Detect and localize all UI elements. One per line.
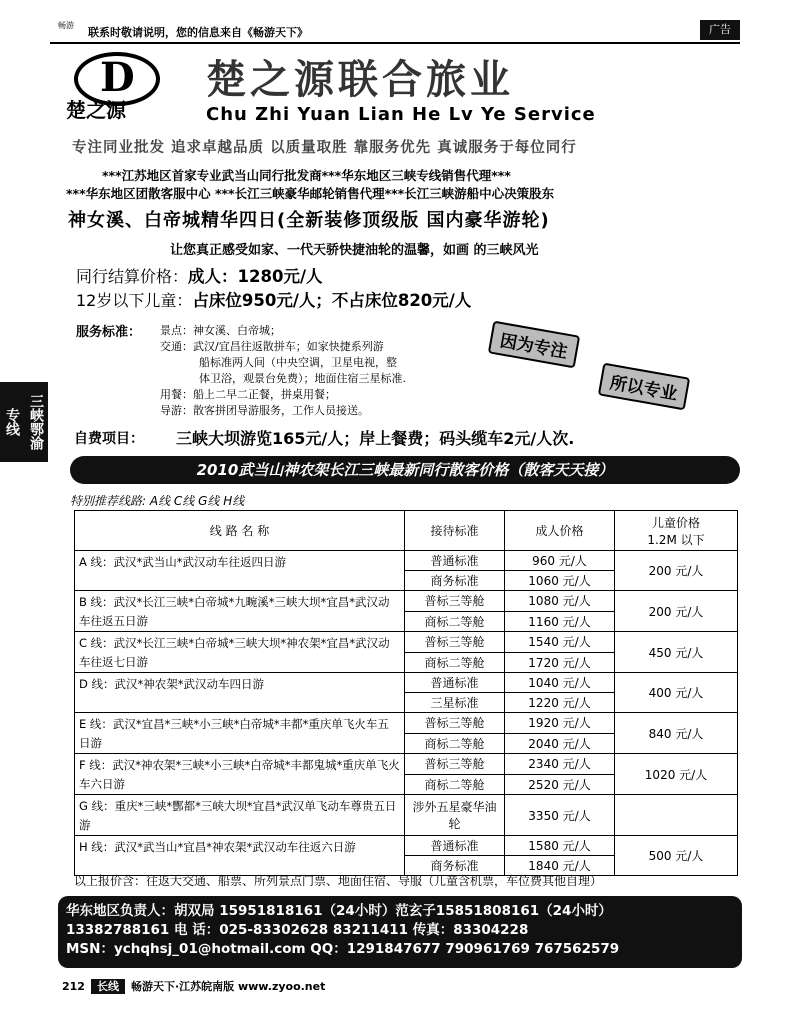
standard-cell: 普通标准 bbox=[405, 551, 505, 571]
standard-cell: 涉外五星豪华油轮 bbox=[405, 795, 505, 836]
route-cell: A 线：武汉*武当山*武汉动车往返四日游 bbox=[75, 551, 405, 591]
standard-cell: 普标三等舱 bbox=[405, 632, 505, 653]
service-line: 景点：神女溪、白帝城； bbox=[160, 324, 281, 337]
adult-price-cell: 2340 元/人 bbox=[505, 754, 615, 775]
standard-cell: 商标二等舱 bbox=[405, 733, 505, 754]
adult-price-cell: 1040 元/人 bbox=[505, 673, 615, 693]
english-title: Chu Zhi Yuan Lian He Lv Ye Service bbox=[206, 104, 596, 125]
header-child-height: 1.2M 以下 bbox=[647, 532, 705, 547]
table-row bbox=[75, 673, 738, 693]
footer-tag: 长线 bbox=[91, 979, 125, 994]
footer-text: 畅游天下·江苏皖南版 www.zyoo.net bbox=[130, 980, 326, 993]
tour-title: 神女溪、白帝城精华四日(全新装修顶级版 国内豪华游轮) bbox=[68, 210, 550, 231]
service-line: 导游：散客拼团导游服务，工作人员接送。 bbox=[160, 404, 369, 417]
route-cell: F 线：武汉*神农架*三峡*小三峡*白帝城*丰都鬼城*重庆单飞火车六日游 bbox=[75, 754, 405, 795]
adult-price-cell: 3350 元/人 bbox=[505, 795, 615, 836]
standard-cell: 普标三等舱 bbox=[405, 591, 505, 612]
service-title: 服务标准： bbox=[76, 325, 142, 340]
adult-price-cell: 1580 元/人 bbox=[505, 836, 615, 856]
adult-price-row bbox=[76, 263, 322, 287]
child-price-cell: 840 元/人 bbox=[615, 713, 738, 754]
route-cell: E 线：武汉*宜昌*三峡*小三峡*白帝城*丰都*重庆单飞火车五日游 bbox=[75, 713, 405, 754]
header-child bbox=[615, 511, 738, 551]
page-title: 楚之源联合旅业 bbox=[206, 56, 514, 103]
badge-text: 所以专业 bbox=[598, 363, 690, 411]
header-standard: 接待标准 bbox=[405, 511, 505, 551]
table-row bbox=[75, 754, 738, 775]
standard-cell: 普标三等舱 bbox=[405, 754, 505, 775]
adult-price-cell: 1540 元/人 bbox=[505, 632, 615, 653]
standard-cell: 普标三等舱 bbox=[405, 713, 505, 734]
child-price-cell: 400 元/人 bbox=[615, 673, 738, 713]
adult-price-cell: 1920 元/人 bbox=[505, 713, 615, 734]
footer bbox=[62, 978, 325, 994]
standard-cell: 商务标准 bbox=[405, 856, 505, 876]
adult-price-cell: 1840 元/人 bbox=[505, 856, 615, 876]
child-price-cell: 1020 元/人 bbox=[615, 754, 738, 795]
logo-mark: D bbox=[100, 54, 135, 101]
price-banner: 2010武当山神农架长江三峡最新同行散客价格（散客天天接） bbox=[70, 456, 740, 484]
logo-name: 楚之源 bbox=[66, 98, 126, 122]
standard-cell: 普通标准 bbox=[405, 673, 505, 693]
ad-label: 广告 bbox=[700, 20, 740, 40]
intro-line: ***江苏地区首家专业武当山同行批发商***华东地区三峡专线销售代理*** bbox=[102, 168, 511, 183]
table-row bbox=[75, 632, 738, 653]
tour-subtitle: 让您真正感受如家、一代天骄快捷油轮的温馨，如画 的三峡风光 bbox=[170, 243, 539, 258]
recommend-line: 特别推荐线路: A线 C线 G线 H线 bbox=[70, 494, 245, 508]
contact-line: MSN：ychqhsj_01@hotmail.com QQ：1291847677 790961769 767562579 bbox=[66, 941, 620, 957]
child-price-row bbox=[76, 287, 471, 311]
route-cell: H 线：武汉*武当山*宜昌*神农架*武汉动车往返六日游 bbox=[75, 836, 405, 876]
standard-cell: 商务标准 bbox=[405, 571, 505, 591]
contact-line: 13382788161 电 话：025-83302628 83211411 传真：83304228 bbox=[66, 922, 529, 938]
route-cell: C 线：武汉*长江三峡*白帝城*三峡大坝*神农架*宜昌*武汉动车往返七日游 bbox=[75, 632, 405, 673]
table-row bbox=[75, 713, 738, 734]
child-price-cell bbox=[615, 795, 738, 836]
extra-value: 三峡大坝游览165元/人；岸上餐费；码头缆车2元/人次. bbox=[176, 429, 575, 448]
adult-price-cell: 1080 元/人 bbox=[505, 591, 615, 612]
standard-cell: 商标二等舱 bbox=[405, 611, 505, 632]
table-row bbox=[75, 551, 738, 571]
adult-price-cell: 2040 元/人 bbox=[505, 733, 615, 754]
price-table bbox=[74, 510, 738, 876]
standard-cell: 普通标准 bbox=[405, 836, 505, 856]
service-line: 交通：武汉/宜昌往返散拼车；如家快捷系列游 bbox=[160, 340, 384, 353]
adult-price-cell: 960 元/人 bbox=[505, 551, 615, 571]
route-cell: G 线：重庆*三峡*酆都*三峡大坝*宜昌*武汉单飞动车尊贵五日游 bbox=[75, 795, 405, 836]
slogan: 专注同业批发 追求卓越品质 以质量取胜 靠服务优先 真诚服务于每位同行 bbox=[72, 140, 577, 156]
table-footnote: 以上报价含：往返大交通、船票、所列景点门票、地面住宿、导服（儿童含机票，车位费其他自理） bbox=[74, 874, 603, 888]
side-tab: 三峡鄂渝专线 bbox=[0, 382, 48, 462]
child-price-label: 12岁以下儿童： bbox=[76, 291, 193, 310]
service-line: 用餐：船上二早二正餐，拼桌用餐； bbox=[160, 388, 336, 401]
service-line: 船标准两人间（中央空调，卫星电视，整 bbox=[199, 356, 397, 369]
header-adult: 成人价格 bbox=[505, 511, 615, 551]
adult-price-cell: 1160 元/人 bbox=[505, 611, 615, 632]
contact-box bbox=[58, 896, 742, 968]
child-price-value: 占床位950元/人；不占床位820元/人 bbox=[192, 291, 472, 310]
adult-price-cell: 1720 元/人 bbox=[505, 652, 615, 673]
child-price-cell: 200 元/人 bbox=[615, 591, 738, 632]
table-row bbox=[75, 795, 738, 836]
adult-price-label: 同行结算价格： bbox=[76, 267, 189, 286]
route-cell: B 线：武汉*长江三峡*白帝城*九畹溪*三峡大坝*宜昌*武汉动车往返五日游 bbox=[75, 591, 405, 632]
extra-label: 自费项目： bbox=[74, 431, 144, 447]
contact-line: 华东地区负责人：胡双局 15951818161（24小时）范玄子15851808161（24小时） bbox=[66, 903, 612, 919]
header-child-price: 儿童价格 bbox=[651, 515, 700, 530]
page-number: 212 bbox=[62, 980, 85, 993]
adult-price-cell: 1220 元/人 bbox=[505, 693, 615, 713]
child-price-cell: 200 元/人 bbox=[615, 551, 738, 591]
intro-line: ***华东地区团散客服中心 ***长江三峡豪华邮轮销售代理***长江三峡游船中心决策股东 bbox=[66, 186, 555, 201]
badge-text: 因为专注 bbox=[488, 321, 580, 369]
mini-logo: 畅游 bbox=[58, 21, 74, 30]
standard-cell: 商标二等舱 bbox=[405, 774, 505, 795]
service-badge bbox=[480, 320, 720, 420]
table-row bbox=[75, 836, 738, 856]
child-price-cell: 450 元/人 bbox=[615, 632, 738, 673]
standard-cell: 三星标准 bbox=[405, 693, 505, 713]
header-notice: 联系时敬请说明，您的信息来自《畅游天下》 bbox=[88, 26, 308, 39]
route-cell: D 线：武汉*神农架*武汉动车四日游 bbox=[75, 673, 405, 713]
table-row bbox=[75, 591, 738, 612]
service-line: 体卫浴，观景台免费）；地面住宿三星标准. bbox=[199, 372, 406, 385]
adult-price-cell: 2520 元/人 bbox=[505, 774, 615, 795]
child-price-cell: 500 元/人 bbox=[615, 836, 738, 876]
header-route: 线 路 名 称 bbox=[75, 511, 405, 551]
adult-price-cell: 1060 元/人 bbox=[505, 571, 615, 591]
standard-cell: 商标二等舱 bbox=[405, 652, 505, 673]
adult-price-value: 成人：1280元/人 bbox=[188, 267, 323, 286]
